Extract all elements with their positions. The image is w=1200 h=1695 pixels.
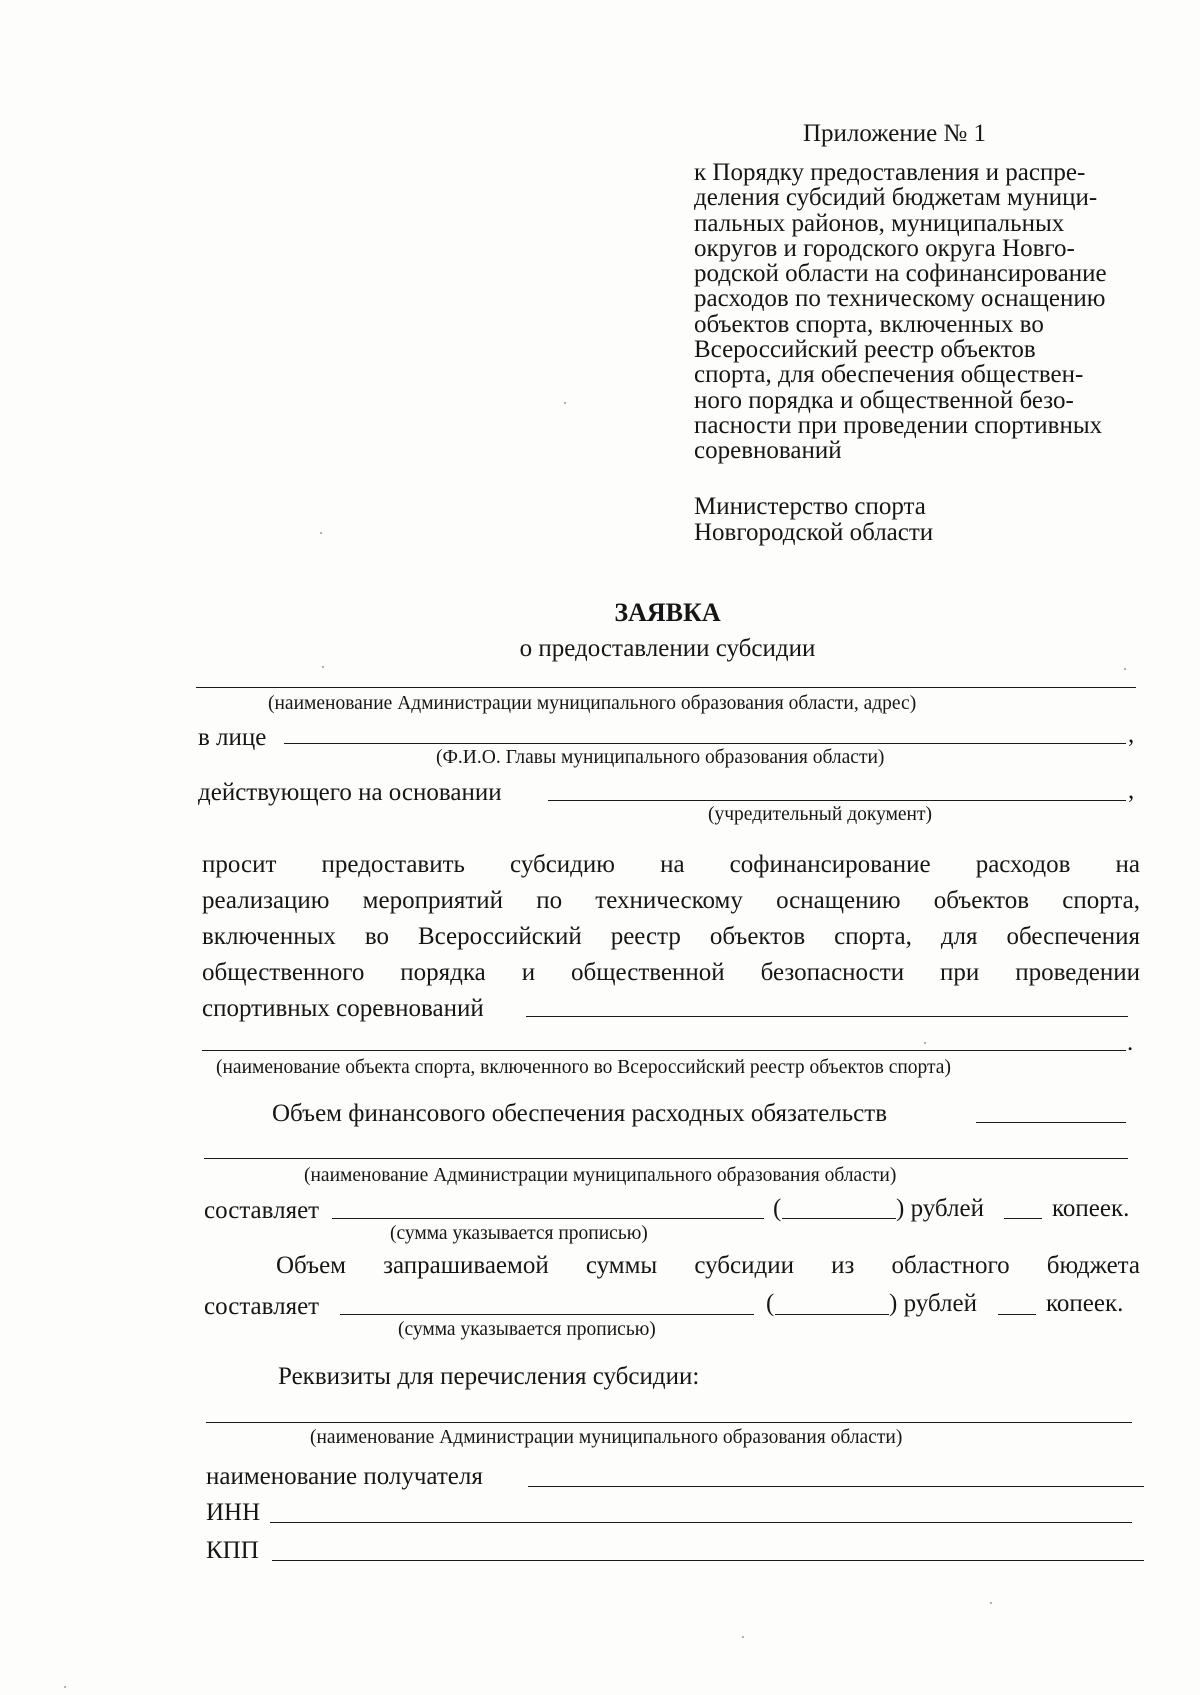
amount-in-digits-field[interactable] <box>775 1314 889 1315</box>
scan-speck <box>742 1636 744 1638</box>
amounts-to-label: составляет <box>204 1293 320 1320</box>
rubles-label: ) рублей <box>889 1290 977 1317</box>
appendix-line: деления субсидий бюджетам муници- <box>694 184 1098 212</box>
document-subtitle: о предоставлении субсидии <box>519 635 816 662</box>
requisites-label: Реквизиты для перечисления субсидии: <box>278 1363 700 1390</box>
addressee-line: Новгородской области <box>694 519 934 546</box>
inn-field[interactable] <box>270 1522 1132 1523</box>
kpp-label: КПП <box>206 1537 259 1564</box>
scan-speck <box>924 1042 926 1044</box>
scan-speck <box>564 402 566 404</box>
kopecks-field[interactable] <box>1004 1218 1042 1219</box>
appendix-line: соревнований <box>694 437 842 465</box>
field-caption: (Ф.И.О. Главы муниципального образования области) <box>436 747 885 768</box>
request-text: спортивных соревнований <box>202 995 484 1022</box>
appendix-line: ного порядка и общественной безо- <box>694 386 1074 414</box>
appendix-reference <box>694 160 1164 464</box>
request-text: реализацию мероприятий по техническому оснащению объектов спорта, <box>202 887 1140 914</box>
appendix-line: округов и городского округа Новго- <box>694 234 1075 262</box>
sport-object-field-continuation[interactable] <box>202 1050 1126 1051</box>
open-paren: ( <box>766 1290 775 1317</box>
appendix-line: родской области на софинансирование <box>694 260 1107 288</box>
admin-name-field[interactable] <box>206 1422 1132 1423</box>
subsidy-volume-label: Объем запрашиваемой суммы субсидии из областного бюджета <box>276 1252 1140 1279</box>
request-text: общественного порядка и общественной безопасности при проведении <box>202 959 1140 986</box>
field-caption: (сумма указывается прописью) <box>390 1223 648 1244</box>
scan-speck <box>64 1686 66 1688</box>
appendix-line: расходов по техническому оснащению <box>694 285 1106 313</box>
recipient-label: наименование получателя <box>206 1463 483 1490</box>
funding-volume-field[interactable] <box>976 1122 1126 1123</box>
kopecks-label: копеек. <box>1046 1290 1124 1317</box>
period: . <box>1127 1029 1134 1056</box>
appendix-line: пасности при проведении спортивных <box>694 411 1103 439</box>
acting-basis-label: действующего на основании <box>198 779 502 806</box>
founding-document-field[interactable] <box>548 800 1126 801</box>
head-name-field[interactable] <box>284 743 1126 744</box>
funding-volume-label: Объем финансового обеспечения расходных обязательств <box>272 1100 888 1127</box>
appendix-line: спорта, для обеспечения обществен- <box>694 361 1084 389</box>
field-caption: (наименование Администрации муниципального образования области) <box>304 1165 897 1186</box>
field-caption: (сумма указывается прописью) <box>398 1319 656 1340</box>
admin-name-field[interactable] <box>204 1158 1128 1159</box>
scan-speck <box>322 666 324 668</box>
sport-object-field[interactable] <box>526 1016 1128 1017</box>
inn-label: ИНН <box>206 1499 261 1526</box>
rubles-label: ) рублей <box>896 1195 984 1222</box>
field-caption: (наименование Администрации муниципального образования области) <box>310 1427 903 1448</box>
comma: , <box>1128 777 1135 804</box>
scan-speck <box>320 532 322 534</box>
scan-speck <box>990 1602 992 1604</box>
field-caption: (учредительный документ) <box>708 804 933 825</box>
appendix-line: пальных районов, муниципальных <box>694 209 1065 237</box>
open-paren: ( <box>773 1195 782 1222</box>
admin-address-field[interactable] <box>196 687 1136 688</box>
appendix-line: Всероссийский реестр объектов <box>694 336 1036 364</box>
kopecks-label: копеек. <box>1052 1195 1130 1222</box>
amounts-to-label: составляет <box>204 1197 320 1224</box>
appendix-line: к Порядку предоставления и распре- <box>694 159 1086 186</box>
recipient-field[interactable] <box>528 1486 1144 1487</box>
field-caption: (наименование объекта спорта, включенного во Всероссийский реестр объектов спорта) <box>216 1057 951 1078</box>
addressee-line: Министерство спорта <box>694 493 926 520</box>
appendix-number: Приложение № 1 <box>803 120 987 147</box>
in-person-label: в лице <box>198 724 267 751</box>
kpp-field[interactable] <box>272 1560 1144 1561</box>
appendix-line: объектов спорта, включенных во <box>694 310 1044 338</box>
kopecks-field[interactable] <box>998 1314 1036 1315</box>
scan-speck <box>1124 668 1126 670</box>
request-text: просит предоставить субсидию на софинансирование расходов на <box>202 851 1140 878</box>
comma: , <box>1128 721 1135 748</box>
field-caption: (наименование Администрации муниципального образования области, адрес) <box>268 693 917 714</box>
amount-in-digits-field[interactable] <box>782 1218 896 1219</box>
amount-in-words-field[interactable] <box>340 1314 754 1315</box>
amount-in-words-field[interactable] <box>332 1218 764 1219</box>
request-text: включенных во Всероссийский реестр объектов спорта, для обеспечения <box>202 923 1140 950</box>
document-title: ЗАЯВКА <box>614 598 721 627</box>
